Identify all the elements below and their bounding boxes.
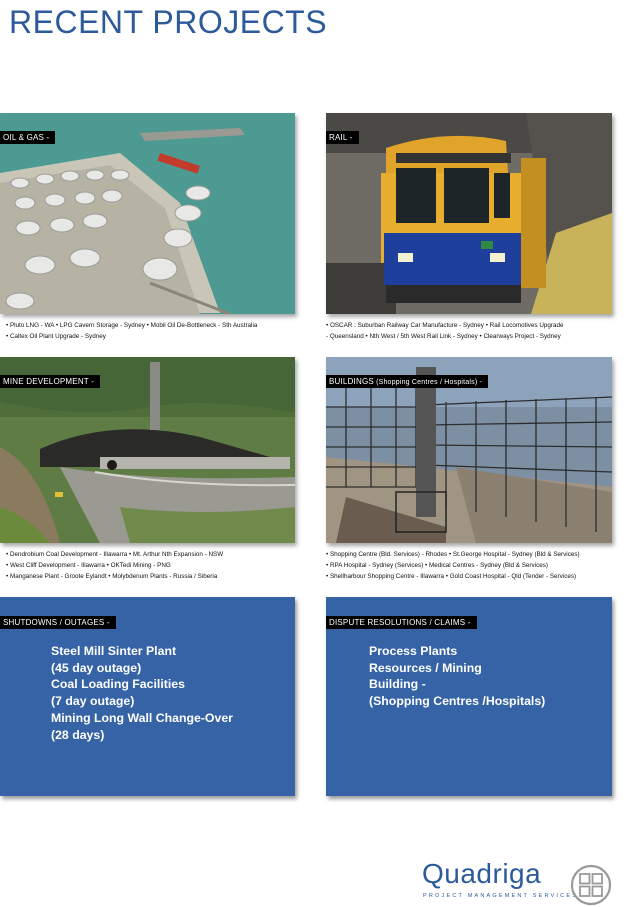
- buildings-photo: [326, 357, 612, 543]
- logo-wordmark: Quadriga: [422, 858, 542, 889]
- logo-tagline: PROJECT MANAGEMENT SERVICES: [423, 893, 579, 899]
- caption-line: • Shopping Centre (Bld. Services) - Rhodes • St.George Hospital - Sydney (Bld & Services): [326, 551, 580, 558]
- oil-gas-caption: [6, 320, 257, 342]
- list-item: (45 day outage): [51, 660, 142, 675]
- disputes-tag: DISPUTE RESOLUTIONS / CLAIMS -: [326, 616, 477, 629]
- list-item: (Shopping Centres /Hospitals): [369, 694, 546, 709]
- buildings-tag-sub: (Shopping Centres / Hospitals) -: [373, 379, 483, 386]
- rail-caption: [326, 320, 564, 342]
- buildings-caption: [326, 549, 580, 582]
- disputes-box: [326, 597, 612, 796]
- list-item: (7 day outage): [51, 694, 135, 709]
- list-item: Steel Mill Sinter Plant: [51, 644, 177, 658]
- mine-caption: [6, 549, 223, 582]
- list-item: Process Plants: [369, 644, 458, 658]
- caption-line: • Caltex Oil Plant Upgrade - Sydney: [6, 333, 106, 340]
- caption-line: - Queensland • Nth West / 5th West Rail Link - Sydney • Clearways Project - Sydney: [326, 333, 561, 340]
- oil-gas-tag: OIL & GAS -: [0, 131, 55, 144]
- mine-photo: [0, 357, 295, 543]
- buildings-tag: [326, 375, 488, 388]
- caption-line: • Pluto LNG - WA • LPG Cavern Storage - Sydney • Mobil Oil De-Bottleneck - Sth Australia: [6, 322, 258, 329]
- page-title: RECENT PROJECTS: [9, 4, 328, 40]
- buildings-tag-main: BUILDINGS: [329, 377, 374, 386]
- shutdowns-list: [51, 643, 233, 743]
- list-item: (28 days): [51, 727, 105, 742]
- mine-tag: MINE DEVELOPMENT -: [0, 375, 100, 388]
- list-item: Building -: [369, 677, 426, 692]
- caption-line: • Manganese Plant - Groote Eylandt • Molybdenum Plants - Russia / Siberia: [6, 573, 218, 580]
- list-item: Coal Loading Facilities: [51, 677, 185, 692]
- quadriga-logo-icon: [570, 864, 612, 906]
- rail-photo: [326, 113, 612, 314]
- caption-line: • Shellharbour Shopping Centre - Illawarra • Gold Coast Hospital - Qld (Tender - Services): [326, 573, 577, 580]
- caption-line: • Dendrobium Coal Development - Illawarra • Mt. Arthur Nth Expansion - NSW: [6, 551, 224, 558]
- shutdowns-box: [0, 597, 295, 796]
- caption-line: • OSCAR : Suburban Railway Car Manufacture - Sydney • Rail Locomotives Upgrade: [326, 322, 564, 329]
- list-item: Resources / Mining: [369, 660, 482, 675]
- list-item: Mining Long Wall Change-Over: [51, 710, 233, 725]
- caption-line: • West Cliff Development - Illawarra • OKTedi Mining - PNG: [6, 562, 171, 569]
- oil-gas-photo: [0, 113, 295, 314]
- rail-tag: RAIL -: [326, 131, 359, 144]
- caption-line: • RPA Hospital - Sydney (Services) • Medical Centres - Sydney (Bld & Services): [326, 562, 548, 569]
- shutdowns-tag: SHUTDOWNS / OUTAGES -: [0, 616, 116, 629]
- disputes-list: [369, 643, 545, 710]
